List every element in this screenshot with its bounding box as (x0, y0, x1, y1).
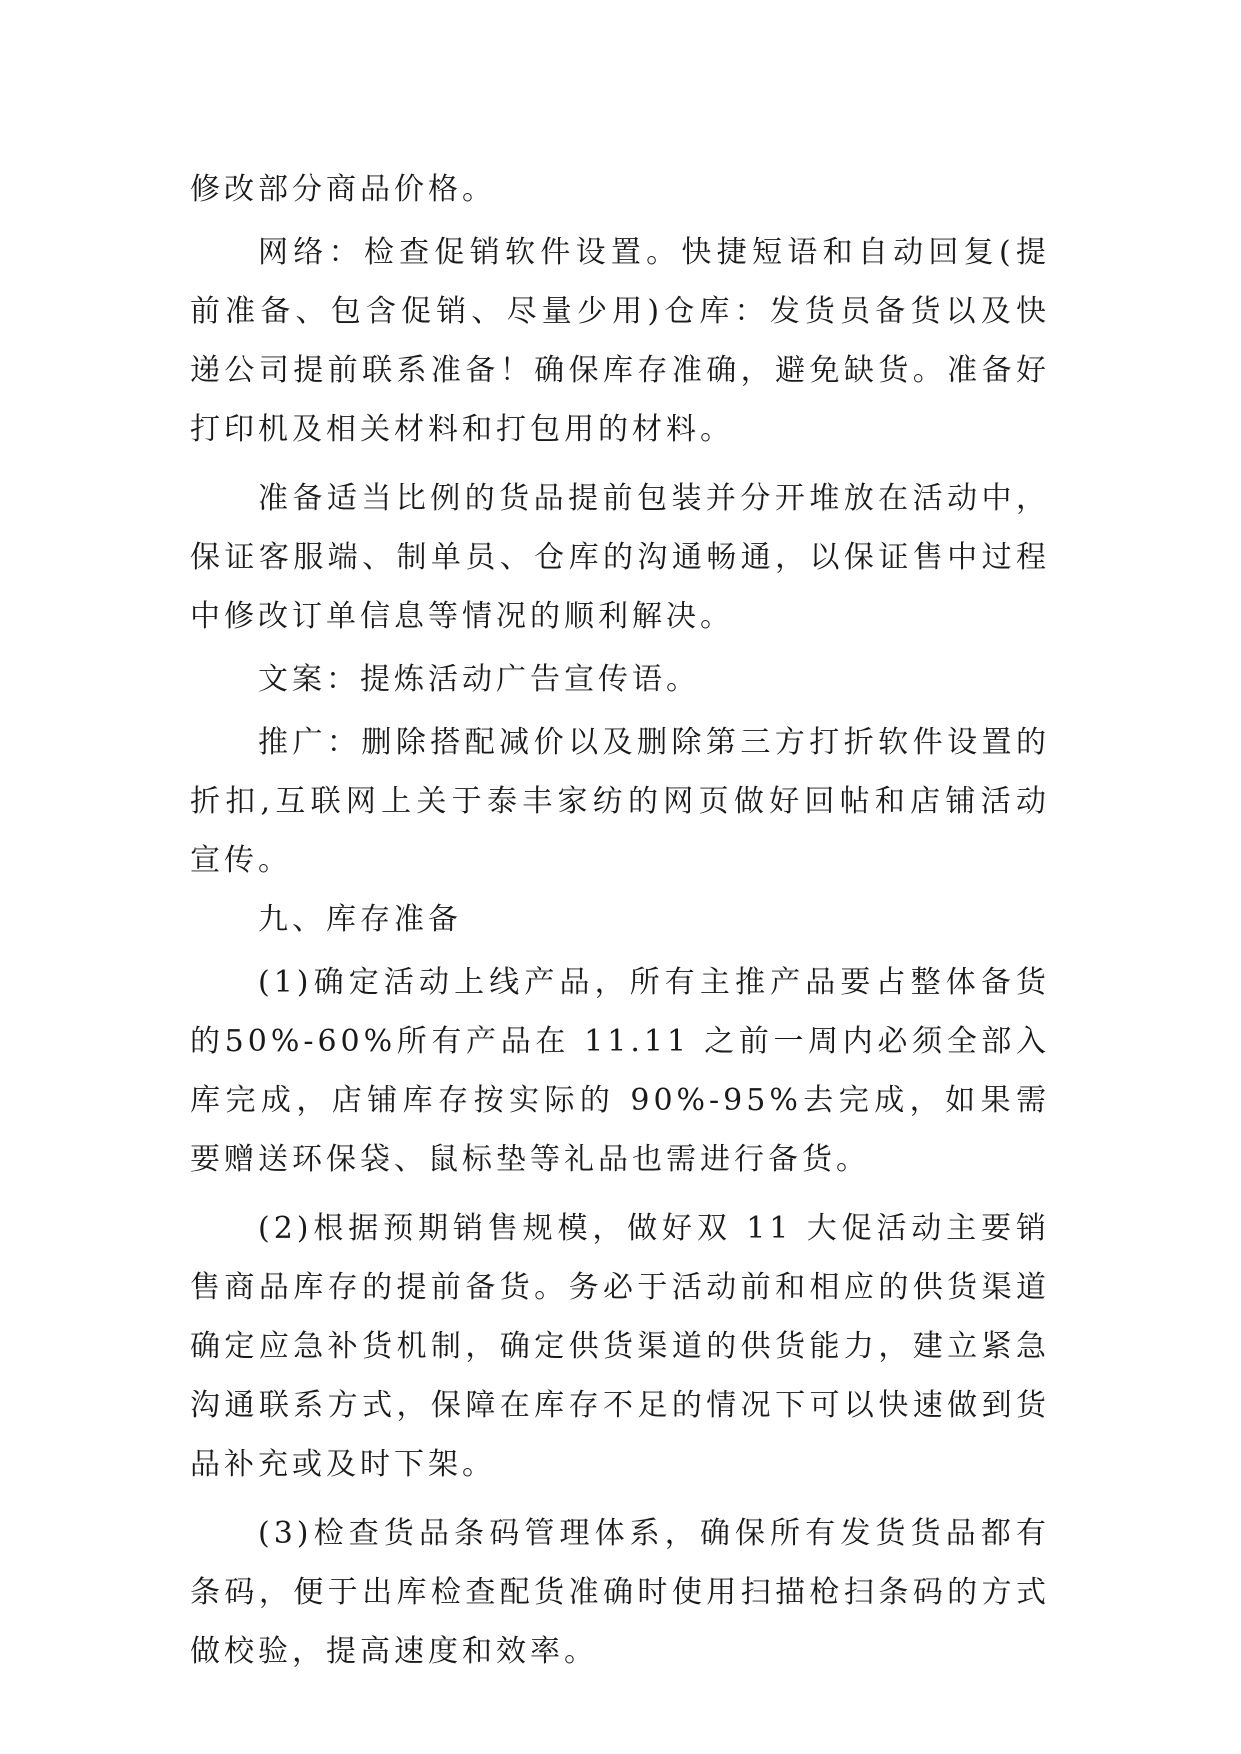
document-body (190, 160, 1050, 1681)
paragraph-copywriting: 文案：提炼活动广告宣传语。 (258, 662, 700, 697)
paragraph-inventory-item-2: (2)根据预期销售规模，做好双 11 大促活动主要销售商品库存的提前备货。务必于活动前和相应的供货渠道确定应急补货机制，确定供货渠道的供货能力，建立紧急沟通联系方式，保障在库存不足的情况下可以快速做到货品补充或及时下架。 (190, 1211, 1050, 1482)
section-heading-inventory: 九、库存准备 (258, 902, 462, 937)
paragraph-packaging: 准备适当比例的货品提前包装并分开堆放在活动中，保证客服端、制单员、仓库的沟通畅通，以保证售中过程中修改订单信息等情况的顺利解决。 (190, 481, 1050, 634)
paragraph-promotion: 推广：删除搭配减价以及删除第三方打折软件设置的折扣,互联网上关于泰丰家纺的网页做好回帖和店铺活动宣传。 (190, 725, 1050, 878)
paragraph-inventory-item-3: (3)检查货品条码管理体系，确保所有发货货品都有条码，便于出库检查配货准确时使用扫描枪扫条码的方式做校验，提高速度和效率。 (190, 1516, 1050, 1669)
paragraph-price-change: 修改部分商品价格。 (190, 172, 496, 207)
paragraph-inventory-item-1: (1)确定活动上线产品，所有主推产品要占整体备货的50%-60%所有产品在 11.11 之前一周内必须全部入库完成，店铺库存按实际的 90%-95%去完成，如果需要赠送环保袋、鼠标垫等礼品也需进行备货。 (190, 965, 1050, 1177)
paragraph-network: 网络：检查促销软件设置。快捷短语和自动回复(提前准备、包含促销、尽量少用)仓库：发货员备货以及快递公司提前联系准备！确保库存准确，避免缺货。准备好打印机及相关材料和打包用的材料。 (190, 235, 1050, 447)
